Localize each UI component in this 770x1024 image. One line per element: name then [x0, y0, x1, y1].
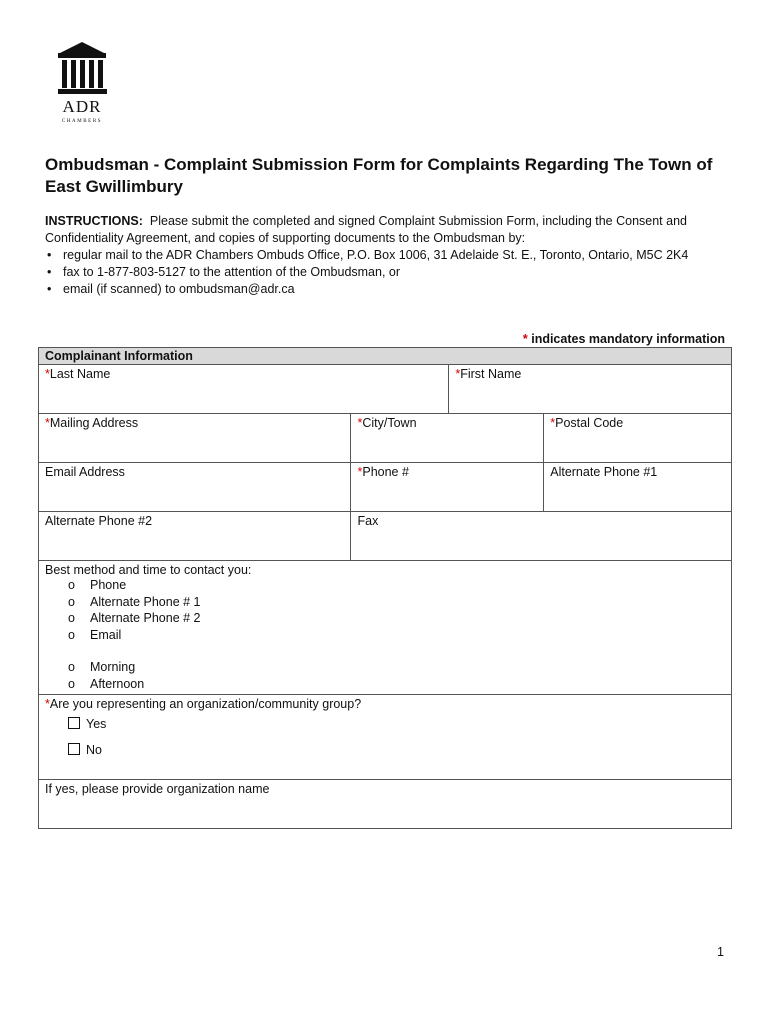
- organization-question-cell: *Are you representing an organization/community group? Yes No: [39, 695, 732, 780]
- alternate-phone-2-field[interactable]: [39, 512, 351, 561]
- mailing-address-field[interactable]: *Mailing Address: [39, 414, 351, 463]
- yes-checkbox[interactable]: [68, 711, 725, 737]
- alternate-phone-1-field[interactable]: [544, 463, 732, 512]
- instructions-text: Please submit the completed and signed Complaint Submission Form, including the Consent and Confidentiality Agreement, and copies of supporting documents to the Ombudsman by:: [45, 214, 687, 245]
- page-number: 1: [717, 945, 724, 959]
- alternate-phone-1-label: Alternate Phone #1: [550, 465, 658, 479]
- option-morning[interactable]: o Morning: [45, 659, 725, 676]
- first-name-field[interactable]: *First Name: [449, 365, 732, 414]
- option-email[interactable]: o Email: [45, 627, 725, 644]
- city-town-label: City/Town: [362, 416, 417, 430]
- adr-chambers-logo: [52, 40, 112, 130]
- instructions: [45, 213, 735, 298]
- contact-method-options: [45, 577, 725, 643]
- checkbox-icon: [68, 743, 80, 755]
- required-asterisk: *: [522, 332, 528, 346]
- mandatory-note: [523, 332, 725, 346]
- last-name-field[interactable]: *Last Name: [39, 365, 449, 414]
- option-phone[interactable]: o Phone: [45, 577, 725, 594]
- organization-name-field[interactable]: [39, 780, 732, 829]
- contact-method-cell: [39, 561, 732, 695]
- page-title: Ombudsman - Complaint Submission Form for Complaints Regarding The Town of East Gwillimbury: [45, 155, 713, 196]
- no-label: No: [86, 743, 102, 757]
- submission-methods: [45, 247, 735, 298]
- email-address-field[interactable]: [39, 463, 351, 512]
- checkbox-icon: [68, 717, 80, 729]
- organization-name-label: If yes, please provide organization name: [45, 782, 270, 796]
- instructions-paragraph: [45, 213, 735, 247]
- mandatory-note-text: indicates mandatory information: [531, 332, 725, 346]
- fax-label: Fax: [357, 514, 379, 528]
- phone-label: Phone #: [362, 465, 409, 479]
- first-name-label: First Name: [460, 367, 522, 381]
- contact-time-options: [45, 659, 725, 692]
- postal-code-label: Postal Code: [555, 416, 624, 430]
- instructions-label: INSTRUCTIONS:: [45, 214, 143, 228]
- logo-text: ADR: [62, 97, 102, 116]
- no-checkbox[interactable]: [68, 737, 725, 763]
- option-alternate-phone-2[interactable]: o Alternate Phone # 2: [45, 610, 725, 627]
- last-name-label: Last Name: [49, 367, 111, 381]
- option-afternoon[interactable]: o Afternoon: [45, 676, 725, 693]
- complainant-information-form: [38, 347, 732, 829]
- organization-question-label: Are you representing an organization/community group?: [49, 697, 362, 711]
- city-town-field[interactable]: *City/Town: [351, 414, 544, 463]
- email-bullet: • email (if scanned) to ombudsman@adr.ca: [45, 281, 735, 298]
- email-address-label: Email Address: [45, 465, 125, 479]
- mailing-address-label: Mailing Address: [49, 416, 139, 430]
- contact-method-label: Best method and time to contact you:: [45, 563, 252, 577]
- building-columns-icon: [52, 40, 112, 98]
- fax-field[interactable]: [351, 512, 732, 561]
- yes-label: Yes: [86, 717, 107, 731]
- logo-subtext: CHAMBERS: [61, 119, 103, 124]
- option-alternate-phone-1[interactable]: o Alternate Phone # 1: [45, 594, 725, 611]
- section-header: Complainant Information: [39, 348, 732, 365]
- alternate-phone-2-label: Alternate Phone #2: [45, 514, 153, 528]
- postal-code-field[interactable]: *Postal Code: [544, 414, 732, 463]
- mail-bullet: • regular mail to the ADR Chambers Ombuds Office, P.O. Box 1006, 31 Adelaide St. E., Toronto, Ontario, M5C 2K4: [45, 247, 735, 264]
- fax-bullet: • fax to 1-877-803-5127 to the attention of the Ombudsman, or: [45, 264, 735, 281]
- phone-field[interactable]: *Phone #: [351, 463, 544, 512]
